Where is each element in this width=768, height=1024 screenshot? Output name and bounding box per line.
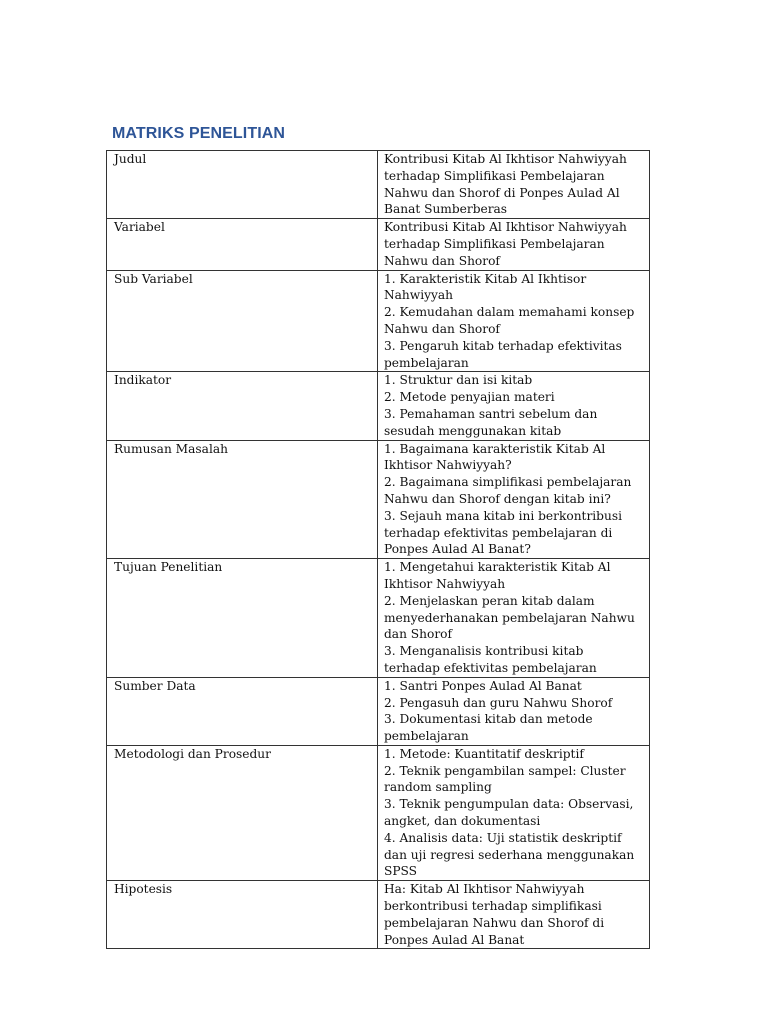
row-value bbox=[378, 559, 650, 678]
row-label: Judul bbox=[107, 151, 378, 219]
value-line: 3. Pengaruh kitab terhadap efektivitas pembelajaran bbox=[384, 338, 622, 370]
value-line: Kontribusi Kitab Al Ikhtisor Nahwiyyah terhadap Simplifikasi Pembelajaran Nahwu dan Shorof bbox=[384, 220, 627, 268]
value-line: 3. Pemahaman santri sebelum dan sesudah menggunakan kitab bbox=[384, 406, 598, 438]
document-title: MATRIKS PENELITIAN bbox=[112, 125, 286, 142]
value-line: Kontribusi Kitab Al Ikhtisor Nahwiyyah terhadap Simplifikasi Pembelajaran Nahwu dan Shorof di Ponpes Aulad Al Banat Sumberberas bbox=[384, 152, 627, 217]
value-line: 1. Metode: Kuantitatif deskriptif bbox=[384, 746, 584, 761]
table-row-sumber-data bbox=[107, 677, 650, 745]
row-value bbox=[378, 677, 650, 745]
row-label: Tujuan Penelitian bbox=[107, 559, 378, 678]
value-line: 3. Menganalisis kontribusi kitab terhadap efektivitas pembelajaran bbox=[384, 644, 597, 675]
value-line: 1. Santri Ponpes Aulad Al Banat bbox=[384, 678, 582, 693]
value-line: 3. Dokumentasi kitab dan metode pembelajaran bbox=[384, 712, 593, 744]
value-line: 1. Mengetahui karakteristik Kitab Al Ikhtisor Nahwiyyah bbox=[384, 560, 611, 591]
value-line: 2. Teknik pengambilan sampel: Cluster random sampling bbox=[384, 763, 626, 795]
table-row-metodologi bbox=[107, 745, 650, 880]
row-label: Hipotesis bbox=[107, 881, 378, 949]
table-row-judul bbox=[107, 151, 650, 219]
table-row-rumusan-masalah bbox=[107, 440, 650, 559]
value-line: 3. Teknik pengumpulan data: Observasi, angket, dan dokumentasi bbox=[384, 797, 634, 829]
row-label: Rumusan Masalah bbox=[107, 440, 378, 559]
value-line: 1. Bagaimana karakteristik Kitab Al Ikhtisor Nahwiyyah? bbox=[384, 441, 606, 473]
row-value bbox=[378, 270, 650, 372]
value-line: 4. Analisis data: Uji statistik deskriptif dan uji regresi sederhana menggunakan SPSS bbox=[384, 830, 635, 879]
value-line: 2. Pengasuh dan guru Nahwu Shorof bbox=[384, 695, 613, 710]
table-row-tujuan-penelitian bbox=[107, 559, 650, 678]
value-line: 2. Metode penyajian materi bbox=[384, 390, 555, 405]
table-row-hipotesis bbox=[107, 881, 650, 949]
value-line: Ha: Kitab Al Ikhtisor Nahwiyyah berkontribusi terhadap simplifikasi pembelajaran Nahwu dan Shorof di Ponpes Aulad Al Banat bbox=[384, 882, 605, 947]
research-matrix-table bbox=[106, 150, 650, 949]
row-value bbox=[378, 745, 650, 880]
table-row-variabel bbox=[107, 219, 650, 270]
row-value bbox=[378, 219, 650, 270]
value-line: 3. Sejauh mana kitab ini berkontribusi terhadap efektivitas pembelajaran di Ponpes Aulad Al Banat? bbox=[384, 508, 622, 557]
row-value bbox=[378, 151, 650, 219]
value-line: 2. Menjelaskan peran kitab dalam menyederhanakan pembelajaran Nahwu dan Shorof bbox=[384, 593, 635, 642]
value-line: 1. Struktur dan isi kitab bbox=[384, 373, 533, 388]
row-label: Indikator bbox=[107, 372, 378, 440]
row-value bbox=[378, 440, 650, 559]
value-line: 1. Karakteristik Kitab Al Ikhtisor Nahwiyyah bbox=[384, 271, 587, 303]
value-line: 2. Bagaimana simplifikasi pembelajaran Nahwu dan Shorof dengan kitab ini? bbox=[384, 475, 632, 506]
row-label: Sub Variabel bbox=[107, 270, 378, 372]
row-label: Sumber Data bbox=[107, 677, 378, 745]
row-value bbox=[378, 372, 650, 440]
row-label: Metodologi dan Prosedur bbox=[107, 745, 378, 880]
row-label: Variabel bbox=[107, 219, 378, 270]
row-value bbox=[378, 881, 650, 949]
table-row-indikator bbox=[107, 372, 650, 440]
table-row-sub-variabel bbox=[107, 270, 650, 372]
value-line: 2. Kemudahan dalam memahami konsep Nahwu dan Shorof bbox=[384, 305, 635, 336]
